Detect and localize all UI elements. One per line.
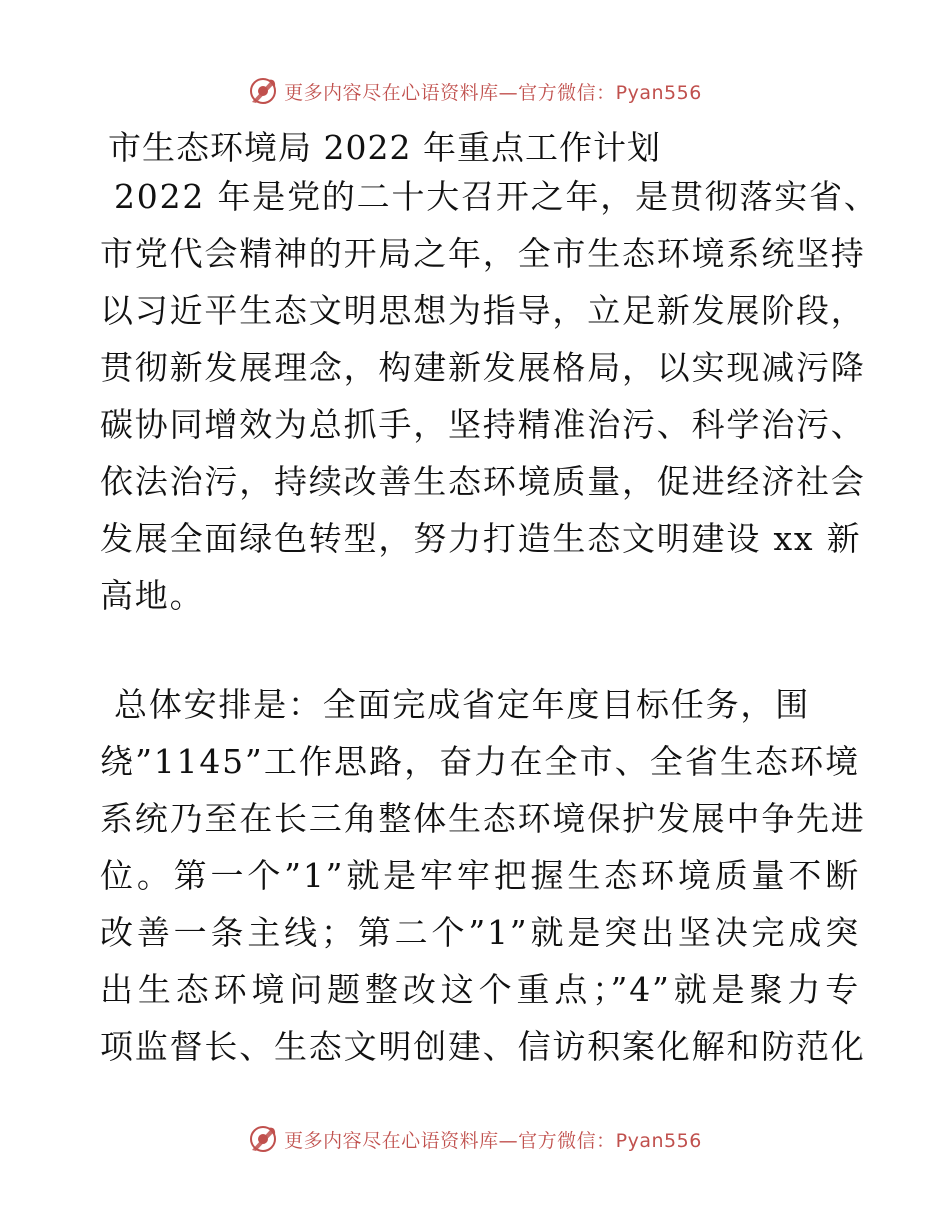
text-line: 依法治污，持续改善生态环境质量，促进经济社会 [100, 462, 866, 501]
text-line: 碳协同增效为总抓手，坚持精准治污、科学治污、 [100, 405, 866, 444]
text-line: 改善一条主线；第二个”1”就是突出坚决完成突 [100, 913, 860, 952]
text-line: 出生态环境问题整改这个重点；”4”就是聚力专 [100, 970, 860, 1009]
text-line: 绕”1145”工作思路，奋力在全市、全省生态环境 [100, 742, 860, 781]
paragraph-overall-arrangement [100, 676, 866, 1075]
text-line: 高地。 [100, 576, 205, 615]
document-title: 市生态环境局 2022 年重点工作计划 [108, 128, 661, 167]
watermark-header [0, 74, 950, 108]
text-line: 以习近平生态文明思想为指导，立足新发展阶段， [100, 291, 866, 330]
text-line: 总体安排是：全面完成省定年度目标任务，围 [114, 685, 810, 724]
text-line: 2022 年是党的二十大召开之年，是贯彻落实省、 [114, 177, 879, 216]
text-line: 市党代会精神的开局之年，全市生态环境系统坚持 [100, 234, 866, 273]
watermark-footer [0, 1122, 950, 1156]
text-line: 发展全面绿色转型，努力打造生态文明建设 xx 新 [100, 519, 862, 558]
quill-logo-icon [248, 1124, 278, 1154]
text-line: 贯彻新发展理念，构建新发展格局，以实现减污降 [100, 348, 866, 387]
text-line: 系统乃至在长三角整体生态环境保护发展中争先进 [100, 799, 866, 838]
quill-logo-icon [248, 76, 278, 106]
watermark-text: 更多内容尽在心语资料库—官方微信：Pyan556 [284, 81, 702, 104]
watermark-text: 更多内容尽在心语资料库—官方微信：Pyan556 [284, 1129, 702, 1152]
text-line: 位。第一个”1”就是牢牢把握生态环境质量不断 [100, 856, 860, 895]
text-line: 项监督长、生态文明创建、信访积案化解和防范化 [100, 1027, 866, 1066]
paragraph-intro [100, 168, 879, 624]
